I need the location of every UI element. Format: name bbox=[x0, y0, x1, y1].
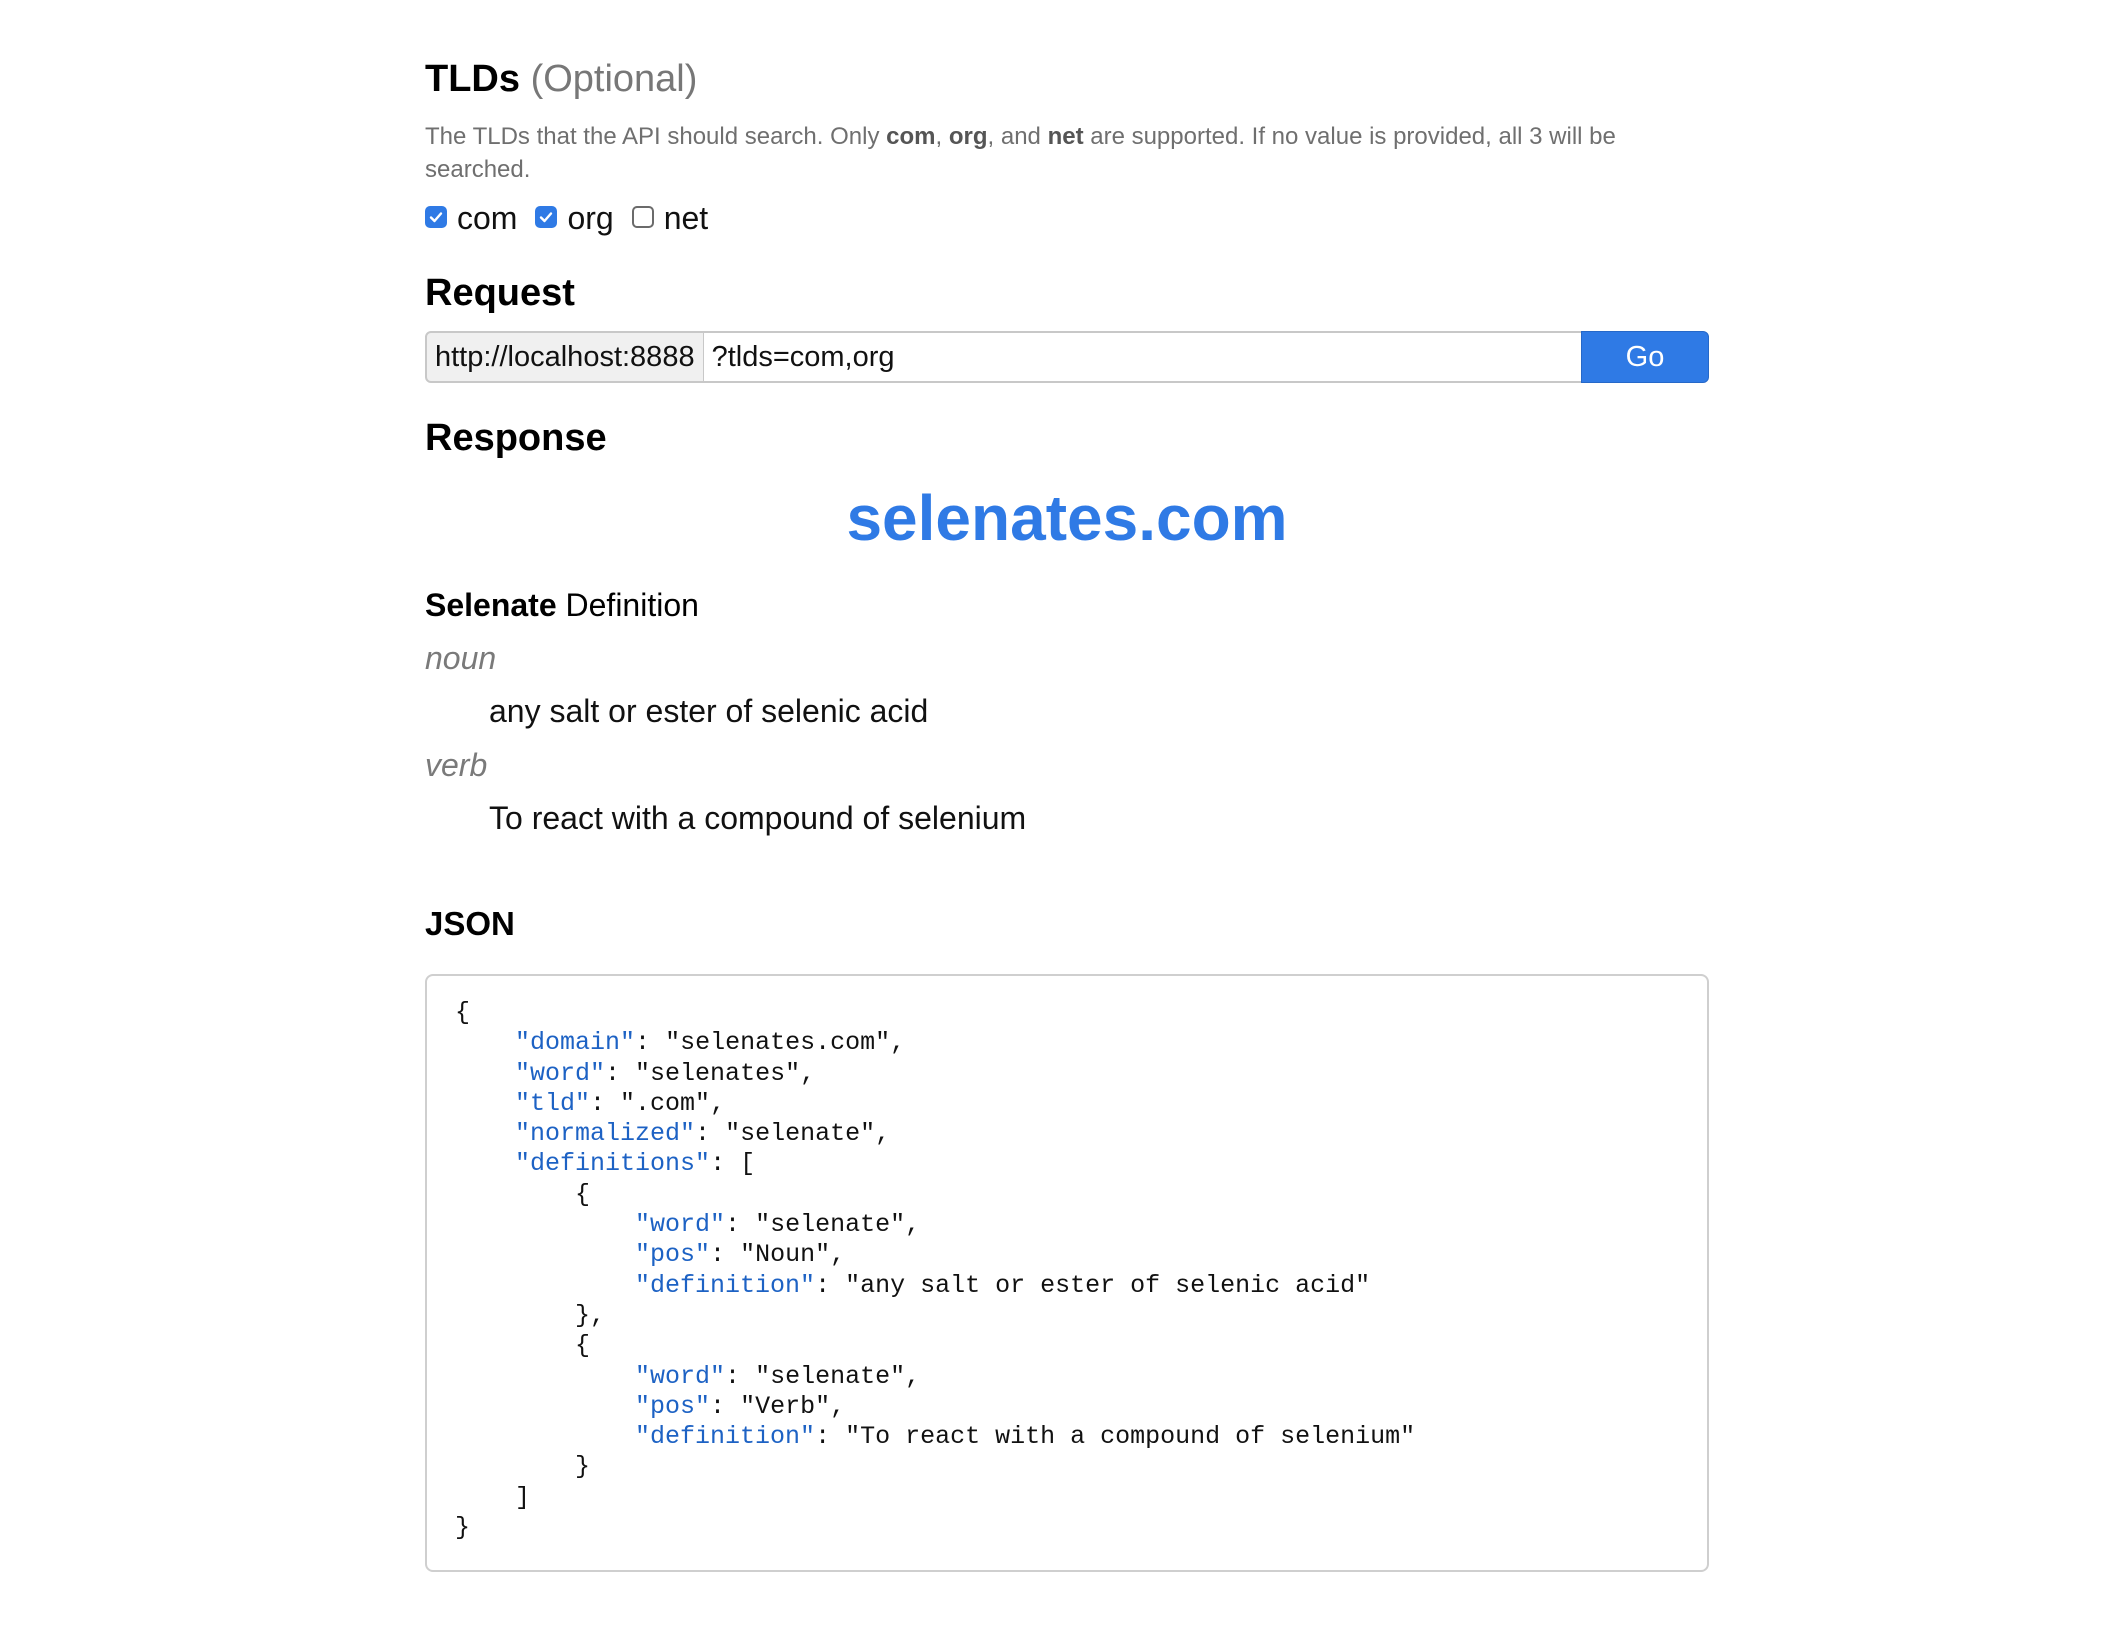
part-of-speech-verb: verb bbox=[425, 747, 488, 783]
go-button[interactable]: Go bbox=[1581, 331, 1709, 383]
json-code: { "domain": "selenates.com", "word": "selenates", "tld": ".com", "normalized": "selenate", "definitions": [ { "word": "selenate", "pos": "Noun", "definition": "any salt or ester of selenic acid" }, { "word": "selenate", "pos": "Verb", "definition": "To react with a compound of selenium" } ] } bbox=[455, 998, 1416, 1543]
checkbox-checked-icon[interactable] bbox=[425, 206, 447, 228]
help-text-part: The TLDs that the API should search. Only bbox=[425, 123, 887, 150]
definition-heading bbox=[425, 585, 699, 625]
query-input[interactable] bbox=[704, 331, 1581, 383]
json-output-box bbox=[425, 974, 1709, 1572]
request-heading: Request bbox=[425, 272, 575, 314]
tld-option-label: com bbox=[457, 200, 518, 236]
help-text-part: , and bbox=[987, 123, 1048, 150]
definition-suffix: Definition bbox=[556, 587, 699, 623]
help-text-part: are supported. If no value is provided, all 3 will be searched. bbox=[425, 123, 1616, 183]
help-text-part: , bbox=[935, 123, 949, 150]
checkbox-unchecked-icon[interactable] bbox=[632, 206, 654, 228]
definition-text-noun: any salt or ester of selenic acid bbox=[489, 693, 929, 729]
tlds-title: TLDs bbox=[425, 58, 520, 100]
part-of-speech-noun: noun bbox=[425, 640, 497, 676]
tld-option-com[interactable] bbox=[425, 200, 517, 237]
tld-checkbox-group bbox=[425, 200, 726, 237]
definition-text-verb: To react with a compound of selenium bbox=[489, 800, 1027, 836]
tld-option-label: org bbox=[567, 200, 614, 236]
optional-label: (Optional) bbox=[530, 58, 698, 100]
tlds-heading bbox=[425, 57, 697, 103]
definition-word: Selenate bbox=[425, 587, 557, 623]
tld-option-org[interactable] bbox=[535, 200, 613, 237]
domain-result-link[interactable]: selenates.com bbox=[846, 482, 1288, 554]
tld-option-label: net bbox=[663, 200, 709, 236]
request-bar bbox=[425, 331, 1709, 383]
json-heading: JSON bbox=[425, 905, 515, 942]
tlds-help-text bbox=[425, 120, 1709, 186]
tld-option-net[interactable] bbox=[632, 200, 708, 237]
help-tld-net: net bbox=[1047, 123, 1084, 150]
response-heading: Response bbox=[425, 417, 607, 459]
checkbox-checked-icon[interactable] bbox=[535, 206, 557, 228]
help-tld-org: org bbox=[948, 123, 988, 150]
help-tld-com: com bbox=[886, 123, 936, 150]
base-url-addon: http://localhost:8888 bbox=[425, 331, 704, 383]
